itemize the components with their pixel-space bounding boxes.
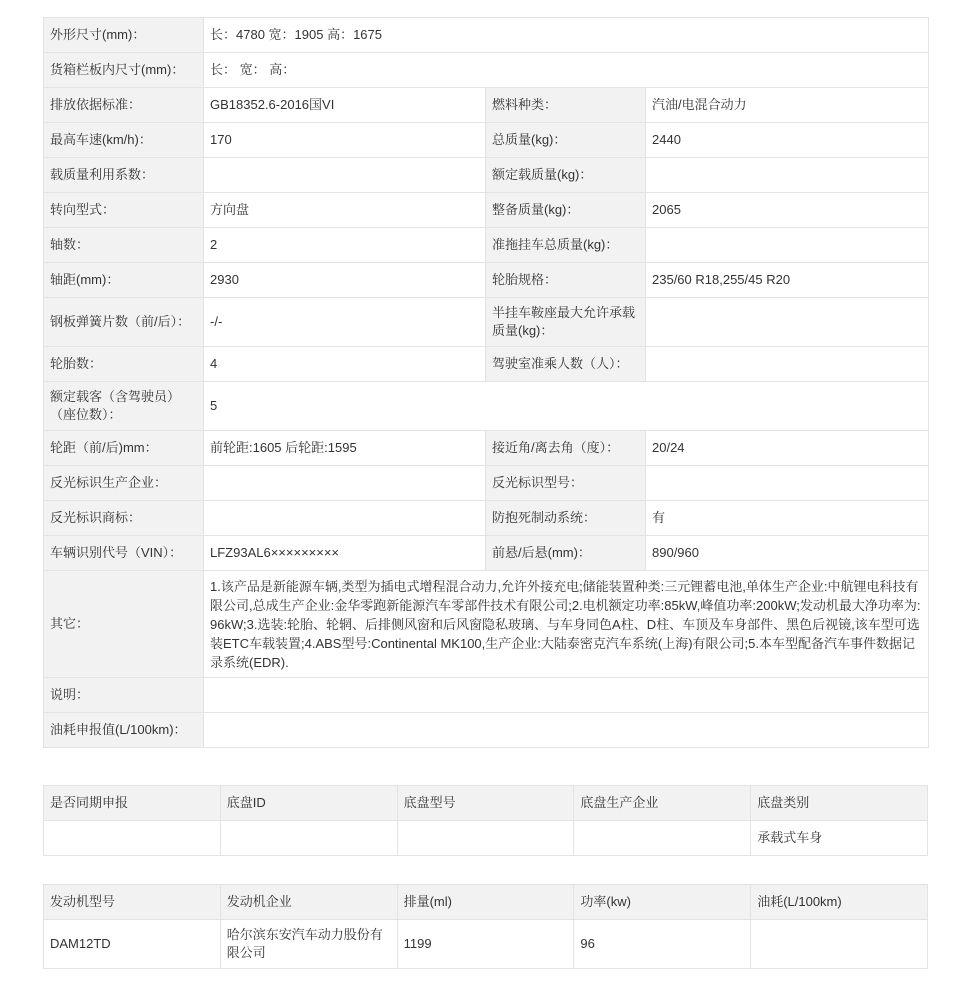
spec-row [44, 158, 929, 193]
spec-label: 最高车速(km/h)： [44, 123, 204, 158]
spec-label: 车辆识别代号（VIN）： [44, 536, 204, 571]
spec-value [204, 466, 486, 501]
spec-label: 排放依据标准： [44, 88, 204, 123]
spec-label: 反光标识生产企业： [44, 466, 204, 501]
column-header: 底盘ID [220, 786, 397, 821]
spec-value [646, 228, 929, 263]
spec-label: 半挂车鞍座最大允许承载质量(kg)： [486, 298, 646, 347]
column-header: 是否同期申报 [44, 786, 221, 821]
column-header: 底盘生产企业 [574, 786, 751, 821]
spec-label: 轮胎数： [44, 347, 204, 382]
chassis-table [43, 785, 928, 856]
spec-value: GB18352.6-2016国VI [204, 88, 486, 123]
spec-label: 前悬/后悬(mm)： [486, 536, 646, 571]
spec-label: 轴距(mm)： [44, 263, 204, 298]
fuel-label: 油耗申报值(L/100km)： [44, 713, 204, 748]
spec-value: 4 [204, 347, 486, 382]
spec-value: 前轮距:1605 后轮距:1595 [204, 431, 486, 466]
spec-row [44, 347, 929, 382]
spec-row-other [44, 571, 929, 678]
spec-row [44, 228, 929, 263]
spec-label: 反光标识商标： [44, 501, 204, 536]
engine-table [43, 884, 928, 969]
column-header: 油耗(L/100km) [751, 885, 928, 920]
other-value: 1.该产品是新能源车辆,类型为插电式增程混合动力,允许外接充电;储能装置种类:三元锂蓄电池,单体生产企业:中航锂电科技有限公司,总成生产企业:金华零跑新能源汽车零部件技术有限公司;2.电机额定功率:85kW,峰值功率:200kW;发动机最大净功率为:96kW;3.选装:轮胎、轮辋、后排侧风窗和后风窗隐私玻璃、与车身同色A柱、D柱、车顶及车身部件、黑色后视镜,该车型可选装ETC车载装置;4.ABS型号:Continental MK100,生产企业:大陆泰密克汽车系统(上海)有限公司;5.本车型配备汽车事件数据记录系统(EDR). [204, 571, 929, 678]
spec-row-fuel [44, 713, 929, 748]
spec-value [646, 466, 929, 501]
cargo-box-value: 长： 宽： 高： [204, 53, 929, 88]
table-cell [397, 821, 574, 856]
spec-row-dimensions [44, 18, 929, 53]
table-cell: 哈尔滨东安汽车动力股份有限公司 [220, 920, 397, 969]
spec-row [44, 263, 929, 298]
table-row [44, 920, 928, 969]
spec-value [204, 158, 486, 193]
table-row [44, 821, 928, 856]
cargo-box-label: 货箱栏板内尺寸(mm)： [44, 53, 204, 88]
table-cell: DAM12TD [44, 920, 221, 969]
spec-value: 2065 [646, 193, 929, 228]
spec-label: 载质量利用系数： [44, 158, 204, 193]
spec-label: 额定载质量(kg)： [486, 158, 646, 193]
spec-value: 2 [204, 228, 486, 263]
spec-label: 总质量(kg)： [486, 123, 646, 158]
table-cell [751, 920, 928, 969]
spec-value: 235/60 R18,255/45 R20 [646, 263, 929, 298]
spec-label: 轮胎规格： [486, 263, 646, 298]
spec-row [44, 298, 929, 347]
spec-label: 轴数： [44, 228, 204, 263]
table-cell [574, 821, 751, 856]
spec-value [204, 501, 486, 536]
spec-value: 有 [646, 501, 929, 536]
table-header-row [44, 786, 928, 821]
spec-value: 2440 [646, 123, 929, 158]
spec-row [44, 501, 929, 536]
table-header-row [44, 885, 928, 920]
vehicle-spec-table [43, 17, 929, 748]
spec-value: 890/960 [646, 536, 929, 571]
column-header: 发动机型号 [44, 885, 221, 920]
spec-value: 2930 [204, 263, 486, 298]
table-cell: 96 [574, 920, 751, 969]
vin-value: LFZ93AL6××××××××× [204, 536, 486, 571]
seats-label: 额定载客（含驾驶员）（座位数）： [44, 382, 204, 431]
spec-value: 20/24 [646, 431, 929, 466]
column-header: 底盘类别 [751, 786, 928, 821]
column-header: 功率(kw) [574, 885, 751, 920]
spec-row [44, 466, 929, 501]
dimensions-label: 外形尺寸(mm)： [44, 18, 204, 53]
spec-label: 整备质量(kg)： [486, 193, 646, 228]
spec-value [646, 158, 929, 193]
spec-label: 驾驶室准乘人数（人）： [486, 347, 646, 382]
table-cell: 1199 [397, 920, 574, 969]
spec-label: 燃料种类： [486, 88, 646, 123]
spec-row-note [44, 678, 929, 713]
table-cell [44, 821, 221, 856]
spec-value [646, 347, 929, 382]
table-cell [220, 821, 397, 856]
spec-row [44, 123, 929, 158]
spec-label: 反光标识型号： [486, 466, 646, 501]
spec-row-seats [44, 382, 929, 431]
column-header: 发动机企业 [220, 885, 397, 920]
fuel-value [204, 713, 929, 748]
note-label: 说明： [44, 678, 204, 713]
column-header: 底盘型号 [397, 786, 574, 821]
spec-row [44, 431, 929, 466]
spec-label: 接近角/离去角（度）： [486, 431, 646, 466]
column-header: 排量(ml) [397, 885, 574, 920]
spec-row-cargo-box [44, 53, 929, 88]
spec-value [646, 298, 929, 347]
spec-value: 汽油/电混合动力 [646, 88, 929, 123]
spec-row [44, 193, 929, 228]
spec-value: 方向盘 [204, 193, 486, 228]
seats-value: 5 [204, 382, 929, 431]
spec-label: 准拖挂车总质量(kg)： [486, 228, 646, 263]
spec-row [44, 88, 929, 123]
other-label: 其它： [44, 571, 204, 678]
note-value [204, 678, 929, 713]
dimensions-value: 长：4780 宽：1905 高：1675 [204, 18, 929, 53]
spec-label: 钢板弹簧片数（前/后）： [44, 298, 204, 347]
spec-value: 170 [204, 123, 486, 158]
spec-row [44, 536, 929, 571]
spec-label: 转向型式： [44, 193, 204, 228]
spec-label: 防抱死制动系统： [486, 501, 646, 536]
table-cell: 承载式车身 [751, 821, 928, 856]
spec-value: -/- [204, 298, 486, 347]
spec-label: 轮距（前/后)mm： [44, 431, 204, 466]
